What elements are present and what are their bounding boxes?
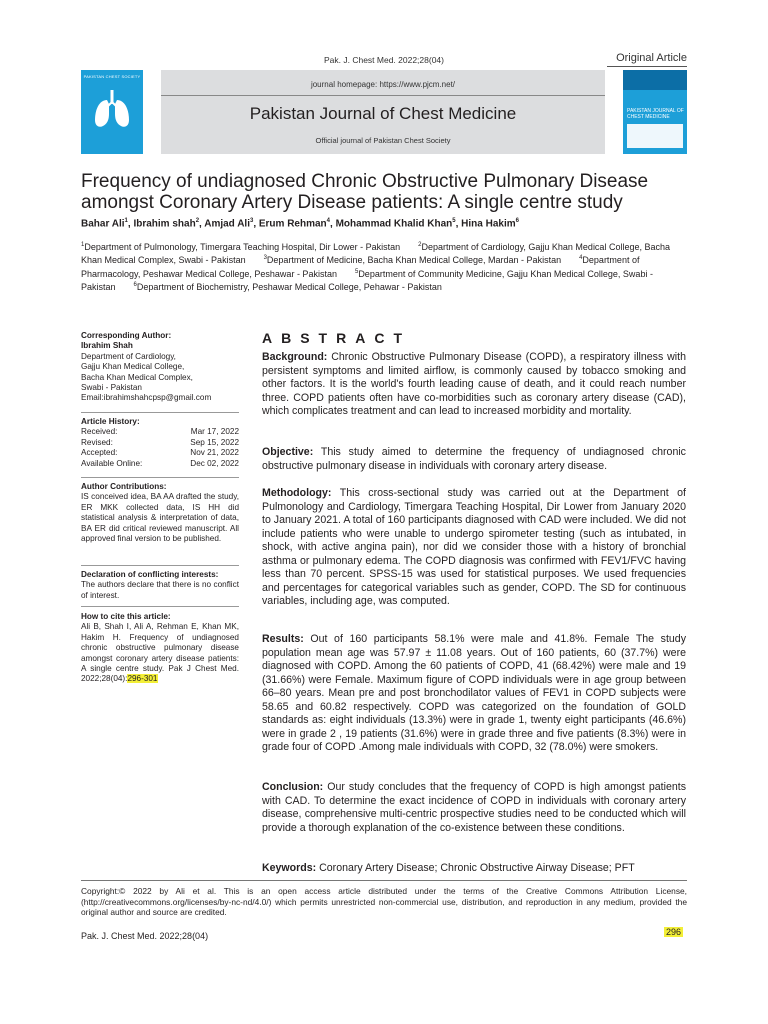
author-contributions-block — [81, 482, 239, 544]
contrib-heading: Author Contributions: — [81, 482, 167, 491]
abstract-heading: ABSTRACT — [262, 330, 411, 346]
results-paragraph — [262, 633, 686, 755]
history-row — [81, 459, 239, 469]
running-header-citation: Pak. J. Chest Med. 2022;28(04) — [323, 55, 444, 65]
journal-banner — [81, 70, 687, 154]
affiliation-item: Department of Biochemistry, Peshawar Medical College, Pehawar - Pakistan — [136, 282, 442, 293]
history-date: Nov 21, 2022 — [190, 448, 239, 458]
banner-center — [161, 70, 605, 154]
affiliation-item: Department of Cardiology, Gajju Khan Medical College, Bacha Khan Medical Complex, Swabi - Pakistan — [81, 242, 670, 266]
results-text: Out of 160 participants 58.1% were male and 41.8%. Female The study population mean age was 57.97 ± 11.08 years. Out of 160 patients, 60 (37.7%) were diagnosed with COPD. Among the 60 patients of COPD, 41 (68.42%) were male and 19 (31.66%) were Female. Maximum figure of COPD individuals were in age group between 66–80 years. Mean pre and post bronchodilator values of FEV1 in COPD subjects were 58.65 and 60.82 respectively. COPD was categorized on the foundation of GOLD standards as: eight individuals (13.3%) were in grade 1, twenty eight participants (46.6%) were in grade 2 , 19 patients (31.6%) were in grade three and five patients (8.3%) were in grade four of COPD .Among male individuals with COPD, 32 (78.0%) were smokers. — [262, 633, 686, 753]
results-label: Results: — [262, 633, 304, 645]
author-list: Bahar Ali$^1$, Ibrahim shah$^2$, Amjad Ali$^3$, Erum Rehman$^4$, Mohammad Khalid Khan$^5$, Hina Hakim$^6$ — [81, 218, 519, 230]
history-heading: Article History: — [81, 417, 140, 426]
footer-citation: Pak. J. Chest Med. 2022;28(04) — [81, 931, 209, 941]
author-name: Hina Hakim — [461, 218, 516, 230]
contrib-text: IS conceived idea, BA AA drafted the study, ER MKK collected data, IS HH did statistical analysis & interpretation of data, BA ER did critical reviewed manuscript. All approved final version to be published. — [81, 492, 239, 544]
copyright-notice: Copyright:© 2022 by Ali et al. This is an open access article distributed under the terms of the Creative Commons Attribution License, (http://creativecommons.org/licenses/by-nc-nd/4.0/) which permits unrestricted non-commercial use, distribution, and reproduction in any medium, provided the original author and source are credited. — [81, 886, 687, 918]
author-affil-sup: 1 — [124, 218, 128, 224]
affiliation-item: Department of Medicine, Bacha Khan Medical College, Mardan - Pakistan — [266, 255, 562, 266]
objective-text: This study aimed to determine the frequency of undiagnosed chronic obstructive pulmonary disease in individuals with coronary artery disease. — [262, 446, 686, 472]
corr-line: Department of Cardiology, — [81, 351, 176, 361]
history-row — [81, 448, 239, 458]
cite-body: Ali B, Shah I, Ali A, Rehman E, Khan MK, Hakim H. Frequency of undiagnosed chronic obstructive pulmonary disease amongst coronary artery disease patients: A single centre study. Pak J Chest Med. 2022;28(04): — [81, 622, 239, 684]
article-title: Frequency of undiagnosed Chronic Obstructive Pulmonary Disease amongst Coronary Artery Disease patients: A single centre study — [81, 171, 649, 213]
history-label: Available Online: — [81, 458, 143, 468]
author-affil-sup: 3 — [249, 218, 254, 224]
conclusion-paragraph — [262, 781, 686, 835]
sidebar-divider — [81, 606, 239, 607]
affil-sup: 5 — [354, 268, 359, 275]
history-row — [81, 427, 239, 437]
cite-pages: 296-301 — [127, 674, 158, 684]
footer-rule — [81, 880, 687, 881]
methodology-label: Methodology: — [262, 487, 332, 499]
article-type-label: Original Article — [616, 52, 687, 64]
cover-top-band — [623, 70, 687, 90]
conflict-block — [81, 570, 239, 601]
page-number: 296 — [666, 927, 682, 937]
header-rule — [607, 66, 687, 67]
objective-paragraph — [262, 446, 686, 473]
official-journal-note: Official journal of Pakistan Chest Society — [315, 136, 451, 145]
affiliation-item: Department of Pulmonology, Timergara Teaching Hospital, Dir Lower - Pakistan — [84, 242, 401, 252]
corresponding-author-block — [81, 331, 239, 404]
corresponding-name: Ibrahim Shah — [81, 341, 133, 351]
affil-sup: 4 — [579, 255, 583, 262]
conclusion-label: Conclusion: — [262, 781, 324, 793]
cite-text — [81, 622, 239, 684]
history-row — [81, 438, 239, 448]
author-name: Bahar Ali — [81, 218, 125, 230]
corr-email[interactable]: Email:ibrahimshahcpsp@gmail.com — [81, 393, 212, 403]
affiliation-item: Department of Pharmacology, Peshawar Medical College, Peshawar - Pakistan — [81, 255, 640, 279]
keywords-line — [262, 862, 686, 876]
affiliation-item: Department of Community Medicine, Gajju Khan Medical College, Swabi - Pakistan — [81, 268, 653, 293]
article-history-block — [81, 417, 239, 469]
lungs-icon — [93, 88, 131, 130]
corr-line: Bacha Khan Medical Complex, — [81, 372, 193, 382]
author-affil-sup: 2 — [195, 218, 200, 224]
society-logo — [81, 70, 143, 154]
affil-sup: 3 — [263, 255, 267, 262]
how-to-cite-block — [81, 612, 239, 685]
cover-title: PAKISTAN JOURNAL OF CHEST MEDICINE — [627, 108, 684, 120]
banner-divider — [161, 95, 605, 96]
author-affil-sup: 6 — [515, 218, 519, 224]
keywords-label: Keywords: — [262, 862, 317, 874]
background-label: Background: — [262, 351, 328, 363]
corresponding-heading: Corresponding Author: — [81, 331, 172, 340]
methodology-paragraph — [262, 487, 686, 609]
affil-sup: 6 — [133, 282, 137, 289]
history-date: Dec 02, 2022 — [190, 458, 239, 468]
cite-heading: How to cite this article: — [81, 612, 171, 621]
author-affil-sup: 4 — [326, 218, 331, 224]
history-label: Accepted: — [81, 448, 118, 458]
methodology-text: This cross-sectional study was carried out at the Department of Pulmonology and Cardiology, Timergara Teaching Hospital, Dir Lower from January 2020 to January 2021. A total of 160 participants diagnosed with CAD were included. We did not include patients who were unable to undergo spirometer testing (such as intubated, in shock, with active angina pain), nor did we consider those with a history of bronchial asthma or pulmonary edema. The COPD diagnosis was confirmed with FEV1/FVC having less than 70 percent. SPSS-15 was used for statistical purposes. We used frequencies and percentages for categorical variables such as gender, COPD. The SD for continuous variables, including age, was computed. — [262, 487, 686, 607]
author-name: Amjad Ali — [204, 218, 250, 230]
sidebar-divider — [81, 412, 239, 413]
affiliations — [81, 240, 691, 294]
objective-label: Objective: — [262, 446, 314, 458]
history-label: Revised: — [81, 437, 113, 447]
conflict-text: The authors declare that there is no conflict of interest. — [81, 580, 239, 600]
author-name: Erum Rehman — [258, 218, 327, 230]
conflict-heading: Declaration of conflicting interests: — [81, 570, 219, 579]
author-affil-sup: 5 — [452, 218, 456, 224]
keywords-text: Coronary Artery Disease; Chronic Obstructive Airway Disease; PFT — [319, 862, 635, 874]
journal-title: Pakistan Journal of Chest Medicine — [249, 104, 517, 123]
sidebar-divider — [81, 477, 239, 478]
conclusion-text: Our study concludes that the frequency of COPD is high amongst patients with CAD. To determine the exact incidence of COPD in individuals with coronary artery disease, comprehensive multi-centric prospective studies need to be conducted which will provide a thorough explanation of the co-existence between these conditions. — [262, 781, 686, 834]
history-label: Received: — [81, 427, 118, 437]
society-logo-text: PAKISTAN CHEST SOCIETY — [83, 74, 141, 79]
background-text: Chronic Obstructive Pulmonary Disease (COPD), a respiratory illness with persistent symptoms and limited airflow, is commonly caused by tobacco smoking and other factors. It is the world's fourth leading cause of death, and it could reach number three. COPD patients often have co-morbidities such as coronary artery disease (CAD), which complicates treatment and can lead to increased morbidity and mortality. — [262, 351, 686, 417]
author-name: Ibrahim shah — [133, 218, 196, 230]
history-date: Sep 15, 2022 — [190, 437, 239, 447]
affil-sup: 2 — [418, 242, 422, 248]
affil-sup: 1 — [81, 242, 85, 248]
background-paragraph — [262, 351, 686, 419]
history-date: Mar 17, 2022 — [190, 427, 239, 437]
sidebar-divider — [81, 565, 239, 566]
corr-line: Gajju Khan Medical College, — [81, 362, 185, 372]
journal-cover-thumbnail — [623, 70, 687, 154]
cover-panel — [627, 124, 683, 148]
journal-homepage[interactable]: journal homepage: https://www.pjcm.net/ — [310, 80, 456, 89]
author-name: Mohammad Khalid Khan — [335, 218, 453, 230]
corr-line: Swabi - Pakistan — [81, 383, 142, 393]
